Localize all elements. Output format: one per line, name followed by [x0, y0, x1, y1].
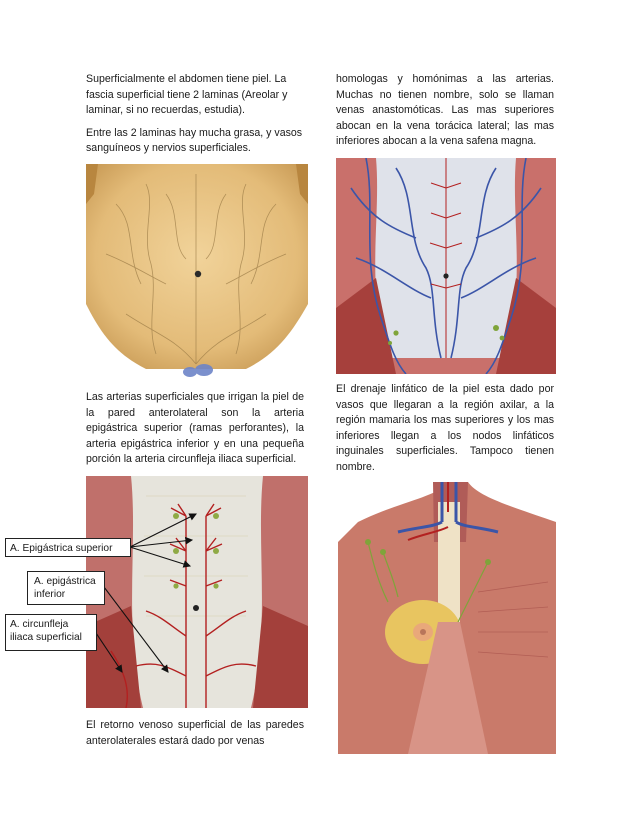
label-circunfleja-iliaca: A. circunfleja iliaca superficial [5, 614, 97, 651]
label-epigastrica-superior: A. Epigástrica superior [5, 538, 131, 557]
label-epigastrica-inferior: A. epigástrica inferior [27, 571, 105, 605]
paragraph-homologous-veins: homologas y homónimas a las arterias. Muchas no tienen nombre, solo se llaman venas anastomóticas. Las mas superiores abocan en la vena torácica lateral; las mas inferiores abocan a la vena safena magna. [336, 73, 554, 148]
paragraph-venous-return: El retorno venoso superficial de las paredes anterolaterales estará dado por venas [86, 719, 304, 747]
paragraph-lymphatic-drainage: El drenaje linfático de la piel esta dado por vasos que llegaran a la región axilar, a la región mamaria los mas superiores y los mas inferiores llegan a los nodos linfáticos inguinales superficiales. Tampoco tienen nombre. [336, 383, 554, 473]
paragraph-fat-vessels: Entre las 2 laminas hay mucha grasa, y vasos sanguíneos y nervios superficiales. [86, 126, 303, 155]
paragraph-superficial-fascia: Superficialmente el abdomen tiene piel. La fascia superficial tiene 2 laminas (Areolar y laminar, si no recuerdas, estudia). [86, 73, 288, 117]
paragraph-superficial-arteries: Las arterias superficiales que irrigan la piel de la pared anterolateral son la arteria epigástrica superior (ramas perforantes), la arteria epigástrica inferior y en una pequeña porción la arteria circunfleja iliaca superficial. [86, 391, 304, 466]
